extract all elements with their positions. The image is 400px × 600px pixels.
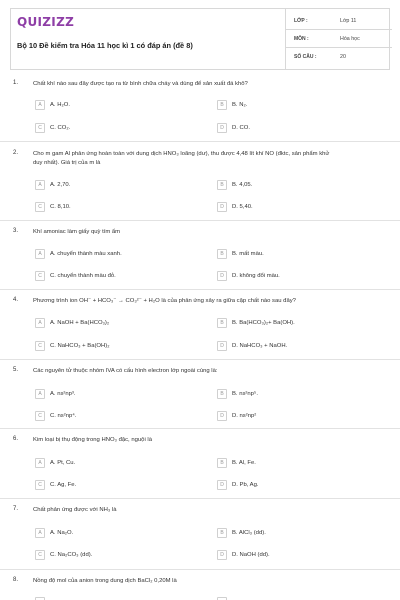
option-text: D. 5,40. — [232, 203, 253, 210]
option-d[interactable] — [217, 410, 256, 421]
option-a[interactable] — [35, 317, 109, 328]
question-divider — [0, 498, 400, 499]
option-text: A. NaOH + Ba(HCO₃)₂ — [50, 319, 110, 326]
option-letter-box: A — [35, 318, 45, 328]
option-letter-box: D — [217, 341, 227, 351]
option-letter-box: C — [35, 202, 45, 212]
option-d[interactable] — [217, 549, 270, 560]
option-letter-box: B — [217, 100, 227, 110]
question-number: 7. — [13, 506, 19, 512]
option-d[interactable] — [217, 270, 280, 281]
grade-value: Lớp 11 — [340, 17, 357, 24]
question-divider — [0, 569, 400, 570]
option-text: C. ns²np⁴. — [50, 412, 77, 419]
option-text: B. Ba(HCO₃)₂+ Ba(OH). — [232, 319, 295, 326]
option-text: C. Na₂CO₃ (dd). — [50, 551, 93, 558]
option-letter-box: B — [217, 458, 227, 468]
question-number: 5. — [13, 367, 19, 373]
quizizz-logo: QUIZIZZ — [17, 15, 75, 29]
option-b[interactable] — [217, 99, 247, 110]
option-letter-box — [217, 597, 227, 600]
question-divider — [0, 220, 400, 221]
option-text: A. H₂O. — [50, 101, 70, 108]
question-count-value: 20 — [340, 54, 346, 60]
question-divider — [0, 428, 400, 429]
option-c[interactable] — [35, 479, 76, 490]
question-number: 8. — [13, 577, 19, 583]
option-text: A. chuyển thành màu xanh. — [50, 250, 122, 257]
option-text: B. 4,05. — [232, 181, 253, 188]
option-a[interactable] — [35, 527, 73, 538]
question-line: Phương trình ion OH⁻ + HCO₃⁻ → CO₃²⁻ + H₂O là của phản ứng xảy ra giữa cặp chất nào sau đây? — [33, 298, 296, 304]
question-line: duy nhất). Giá trị của m là — [33, 160, 101, 166]
option-c[interactable] — [35, 201, 71, 212]
option-a[interactable] — [35, 99, 70, 110]
option-letter-box: D — [217, 550, 227, 560]
option-letter-box: B — [217, 389, 227, 399]
option-c[interactable] — [35, 410, 76, 421]
question-divider — [0, 141, 400, 142]
option-text: A. Pt, Cu. — [50, 459, 76, 466]
question-count-row — [286, 48, 392, 66]
option-letter-box: C — [35, 550, 45, 560]
option-c[interactable] — [35, 340, 110, 351]
info-box — [285, 9, 391, 69]
option-letter-box: B — [217, 180, 227, 190]
option-b[interactable] — [217, 457, 256, 468]
option-letter-box: A — [35, 100, 45, 110]
option-b-partial[interactable] — [217, 596, 227, 600]
question-number: 2. — [13, 150, 19, 156]
question-line: Kim loại bị thụ động trong HNO₃ đặc, nguội là — [33, 437, 152, 443]
option-text: D. không đổi màu. — [232, 272, 280, 279]
question-number: 3. — [13, 228, 19, 234]
question-line: Chất khí nào sau đây được tạo ra từ bình chữa cháy và dùng để sản xuất đá khô? — [33, 81, 248, 87]
option-letter-box: D — [217, 202, 227, 212]
option-text: A. Na₂O. — [50, 529, 74, 536]
option-text: C. chuyển thành màu đỏ. — [50, 272, 116, 279]
option-text: D. NaHCO₃ + NaOH. — [232, 342, 288, 349]
grade-row — [286, 12, 392, 30]
option-b[interactable] — [217, 317, 295, 328]
option-c[interactable] — [35, 549, 92, 560]
worksheet-header — [10, 8, 390, 70]
grade-label: LỚP : — [294, 17, 308, 24]
option-d[interactable] — [217, 479, 259, 490]
option-text: C. NaHCO₃ + Ba(OH)₂ — [50, 342, 110, 349]
option-letter-box: C — [35, 480, 45, 490]
question-number: 1. — [13, 80, 19, 86]
option-letter-box: C — [35, 341, 45, 351]
option-a[interactable] — [35, 248, 122, 259]
page-title: Bộ 10 Đề kiểm tra Hóa 11 học kì 1 có đáp án (đề 8) — [17, 41, 193, 50]
option-text: C. CO₂. — [50, 124, 71, 131]
question-number: 4. — [13, 297, 19, 303]
question-line: Cho m gam Al phản ứng hoàn toàn với dung dịch HNO₃ loãng (dư), thu được 4,48 lít khí NO (đktc, sản phẩm khử — [33, 151, 330, 157]
option-a[interactable] — [35, 179, 70, 190]
option-letter-box: D — [217, 480, 227, 490]
option-letter-box: A — [35, 180, 45, 190]
option-a[interactable] — [35, 388, 76, 399]
option-letter-box: C — [35, 271, 45, 281]
option-letter-box: D — [217, 411, 227, 421]
question-text — [33, 150, 383, 168]
option-d[interactable] — [217, 201, 253, 212]
option-letter-box: A — [35, 528, 45, 538]
option-letter-box: B — [217, 528, 227, 538]
question-count-label: SỐ CÂU : — [294, 54, 317, 60]
option-letter-box: C — [35, 411, 45, 421]
question-number: 6. — [13, 436, 19, 442]
option-text: B. mất màu. — [232, 250, 264, 257]
question-divider — [0, 359, 400, 360]
option-text: B. N₂. — [232, 101, 248, 108]
question-text — [33, 577, 383, 586]
question-divider — [0, 289, 400, 290]
option-text: D. CO. — [232, 124, 250, 131]
option-d[interactable] — [217, 340, 287, 351]
subject-value: Hóa học — [340, 35, 360, 42]
option-text: B. Al, Fe. — [232, 459, 256, 466]
option-d[interactable] — [217, 122, 250, 133]
subject-label: MÔN : — [294, 35, 309, 42]
option-letter-box: C — [35, 123, 45, 133]
option-b[interactable] — [217, 388, 258, 399]
option-letter-box: A — [35, 249, 45, 259]
question-text — [33, 228, 383, 237]
option-a[interactable] — [35, 457, 75, 468]
option-text: A. ns²np³. — [50, 390, 76, 397]
question-text — [33, 436, 383, 445]
option-text: D. Pb, Ag. — [232, 481, 259, 488]
option-text: C. 8,10. — [50, 203, 71, 210]
option-text: C. Ag, Fe. — [50, 481, 77, 488]
option-a-partial[interactable] — [35, 596, 45, 600]
option-text: D. NaOH (dd). — [232, 551, 270, 558]
option-text: B. ns²np⁵. — [232, 390, 259, 397]
option-c[interactable] — [35, 122, 70, 133]
option-b[interactable] — [217, 527, 266, 538]
question-text — [33, 367, 383, 376]
question-line: Khí amoniac làm giấy quỳ tím ẩm — [33, 229, 121, 235]
question-line: Nồng độ mol của anion trong dung dịch BaCl₂ 0,20M là — [33, 578, 177, 584]
option-text: D. ns²np² — [232, 412, 257, 419]
subject-row — [286, 30, 392, 48]
question-text — [33, 297, 383, 306]
question-text — [33, 80, 383, 89]
option-letter-box: A — [35, 458, 45, 468]
option-letter-box: B — [217, 318, 227, 328]
option-letter-box: A — [35, 389, 45, 399]
option-letter-box: B — [217, 249, 227, 259]
option-text: B. AlCl₃ (dd). — [232, 529, 266, 536]
option-letter-box: D — [217, 271, 227, 281]
question-line: Các nguyên tử thuộc nhóm IVA có cấu hình electron lớp ngoài cùng là: — [33, 368, 218, 374]
option-letter-box: D — [217, 123, 227, 133]
question-line: Chất phản ứng được với NH₃ là — [33, 507, 117, 513]
option-letter-box — [35, 597, 45, 600]
option-b[interactable] — [217, 179, 252, 190]
option-b[interactable] — [217, 248, 264, 259]
option-text: A. 2,70. — [50, 181, 71, 188]
question-text — [33, 506, 383, 515]
option-c[interactable] — [35, 270, 116, 281]
